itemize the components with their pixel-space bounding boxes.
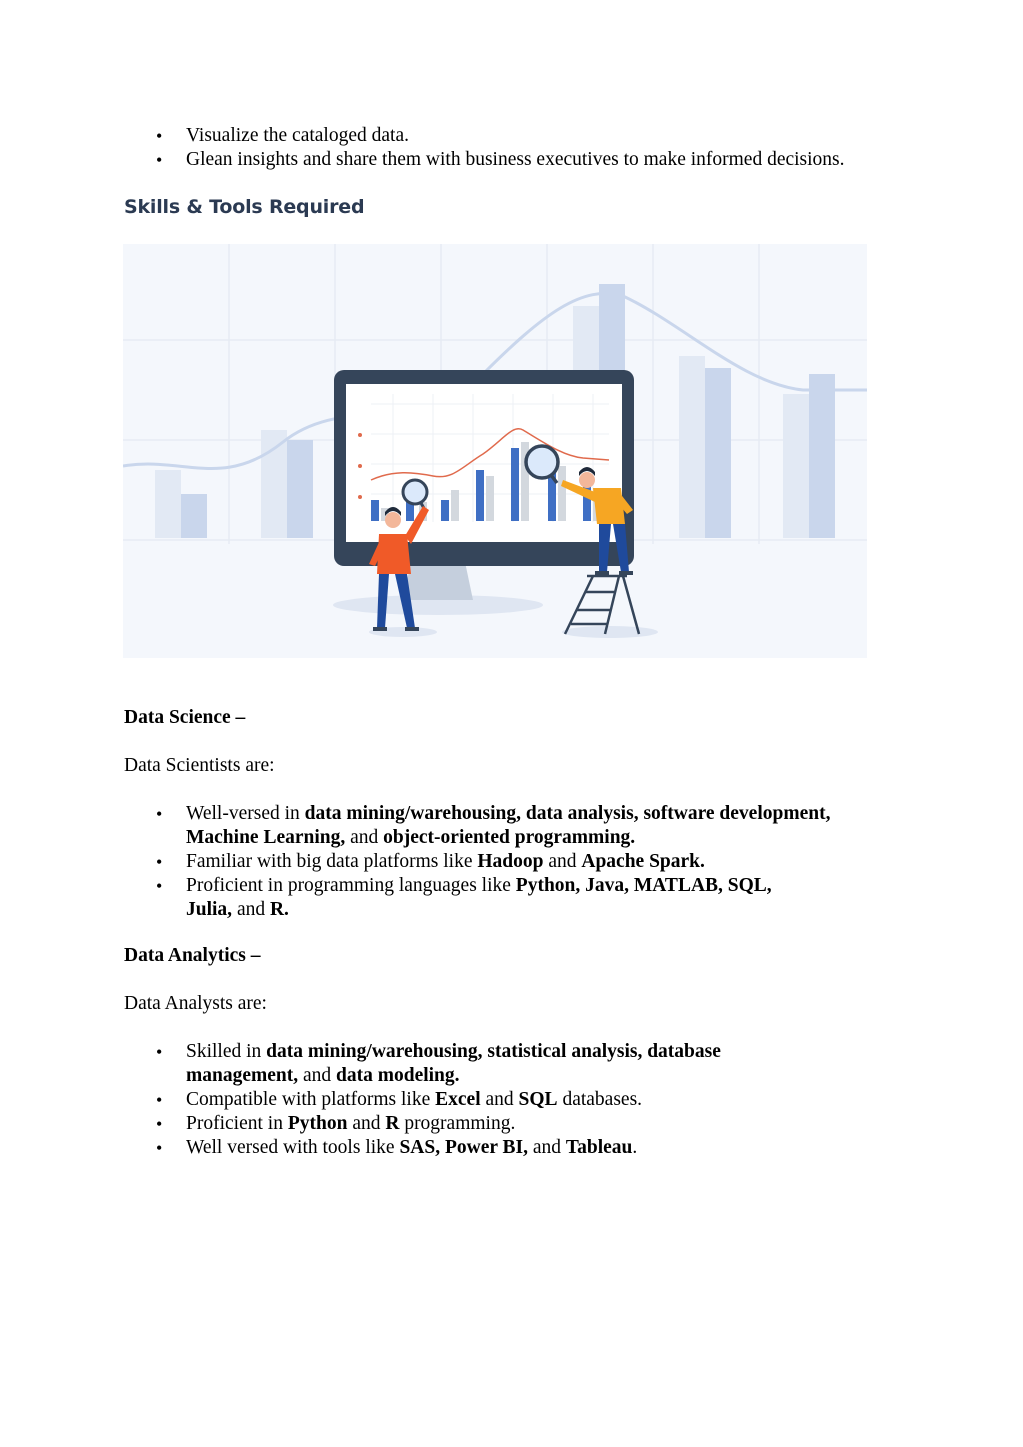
data-analytics-list <box>0 1040 1023 1160</box>
list-item-bold: R <box>385 1113 400 1134</box>
list-item-text: and <box>298 1065 337 1086</box>
list-item <box>0 850 1023 874</box>
list-item <box>0 148 1023 172</box>
list-item-bold: object-oriented programming. <box>383 827 636 848</box>
list-item-bold: R. <box>269 899 289 920</box>
list-item-text: Well-versed in <box>186 803 305 824</box>
list-item-bold: data modeling. <box>336 1065 460 1086</box>
list-item <box>0 1136 1023 1160</box>
list-item-bold: Hadoop <box>477 851 544 872</box>
data-analysis-illustration <box>123 244 867 658</box>
intro-bullet-list <box>0 124 1023 172</box>
list-item-text: and <box>543 851 582 872</box>
list-item-text: and <box>345 827 384 848</box>
list-item-bold: Tableau <box>565 1137 633 1158</box>
list-item <box>0 1088 1023 1112</box>
list-item <box>0 1112 1023 1136</box>
list-item-text: and <box>480 1089 519 1110</box>
list-item-bold: data mining/warehousing, data analysis, software development, Machine Learning, <box>186 803 831 848</box>
list-item <box>0 124 1023 148</box>
list-item-text: Proficient in <box>186 1113 288 1134</box>
list-item-bold: data mining/warehousing, statistical analysis, database management, <box>186 1041 721 1086</box>
list-item-text: . <box>632 1137 638 1158</box>
list-item-text: Well versed with tools like <box>186 1137 400 1158</box>
list-item-text: Compatible with platforms like <box>186 1089 436 1110</box>
data-scientists-lead: Data Scientists are: <box>124 755 275 776</box>
list-item-bold: Excel <box>435 1089 481 1110</box>
list-item <box>0 874 1023 922</box>
list-item-text: programming. <box>399 1113 516 1134</box>
list-item <box>0 1040 1023 1088</box>
list-item-bold: Python <box>287 1113 348 1134</box>
list-item-text: Familiar with big data platforms like <box>186 851 478 872</box>
list-item-text: Visualize the cataloged data. <box>186 125 409 146</box>
list-item-bold: SAS, Power BI, <box>399 1137 529 1158</box>
list-item-text: and <box>528 1137 566 1158</box>
data-analytics-title: Data Analytics – <box>124 945 261 966</box>
list-item-bold: Apache Spark. <box>581 851 705 872</box>
list-item-text: and <box>347 1113 386 1134</box>
list-item-text: databases. <box>557 1089 643 1110</box>
list-item-bold: SQL <box>518 1089 558 1110</box>
list-item-text: Glean insights and share them with business executives to make informed decisions. <box>186 149 845 170</box>
list-item <box>0 802 1023 850</box>
list-item-text: Skilled in <box>186 1041 267 1062</box>
list-item-text: Proficient in programming languages like <box>186 875 516 896</box>
data-science-title: Data Science – <box>124 707 246 728</box>
list-item-text: and <box>232 899 270 920</box>
skills-tools-heading: Skills & Tools Required <box>124 196 365 218</box>
data-analysts-lead: Data Analysts are: <box>124 993 267 1014</box>
list-item-bold: Python, Java, MATLAB, SQL, Julia, <box>186 875 772 920</box>
data-science-list <box>0 802 1023 922</box>
